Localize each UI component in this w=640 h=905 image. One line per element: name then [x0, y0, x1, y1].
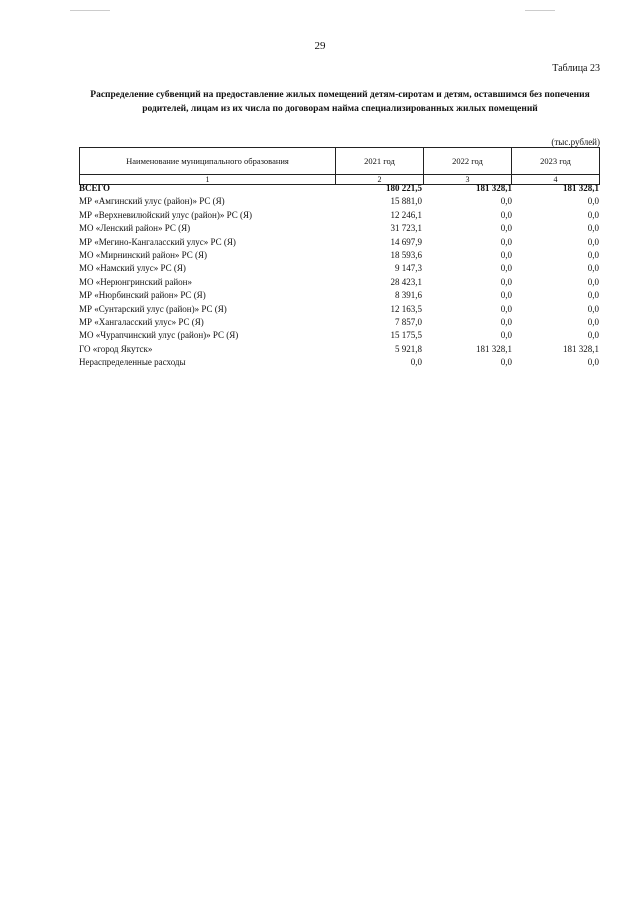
- row-value-2023: 0,0: [587, 263, 599, 274]
- row-name: МР «Нюрбинский район» РС (Я): [79, 290, 206, 301]
- table-row: [79, 262, 604, 275]
- row-name: МР «Хангаласский улус» РС (Я): [79, 316, 204, 327]
- column-number: 3: [424, 175, 512, 185]
- row-value-2023: 0,0: [587, 196, 599, 207]
- row-value-2022: 0,0: [500, 276, 512, 287]
- table-body: [79, 182, 604, 369]
- column-header-2022: 2022 год: [424, 148, 512, 175]
- row-name: ВСЕГО: [79, 183, 111, 193]
- row-name: МР «Амгинский улус (район)» РС (Я): [79, 196, 225, 207]
- row-value-2023: 0,0: [587, 249, 599, 260]
- units-label: (тыс.рублей): [551, 137, 600, 147]
- row-name: МО «Намский улус» РС (Я): [79, 263, 186, 274]
- table-row: [79, 356, 604, 369]
- row-value-2021: 0,0: [410, 357, 422, 368]
- row-value-2021: 180 221,5: [386, 183, 422, 193]
- row-value-2021: 7 857,0: [395, 316, 422, 327]
- row-value-2023: 0,0: [587, 316, 599, 327]
- row-value-2022: 0,0: [500, 303, 512, 314]
- table-row: [79, 236, 604, 249]
- row-value-2023: 181 328,1: [563, 343, 599, 354]
- row-name: МО «Ленский район» РС (Я): [79, 223, 191, 234]
- row-value-2021: 31 723,1: [390, 223, 422, 234]
- row-name: МР «Верхневилюйский улус (район)» РС (Я): [79, 209, 252, 220]
- page-number: 29: [314, 40, 326, 52]
- table-row: [79, 249, 604, 262]
- row-name: МР «Сунтарский улус (район)» РС (Я): [79, 303, 227, 314]
- row-value-2022: 0,0: [500, 236, 512, 247]
- column-header-2023: 2023 год: [512, 148, 600, 175]
- row-value-2022: 181 328,1: [476, 343, 512, 354]
- row-value-2022: 0,0: [500, 316, 512, 327]
- row-name: МО «Мирнинский район» РС (Я): [79, 249, 208, 260]
- row-value-2021: 28 423,1: [390, 276, 422, 287]
- row-value-2023: 0,0: [587, 357, 599, 368]
- row-value-2022: 181 328,1: [476, 183, 512, 193]
- column-number: 2: [336, 175, 424, 185]
- row-value-2023: 0,0: [587, 330, 599, 341]
- table-row: [79, 343, 604, 356]
- row-value-2023: 0,0: [587, 236, 599, 247]
- table-row: [79, 276, 604, 289]
- row-value-2021: 14 697,9: [390, 236, 422, 247]
- row-value-2022: 0,0: [500, 290, 512, 301]
- table-row: [79, 303, 604, 316]
- row-value-2021: 12 246,1: [390, 209, 422, 220]
- table-header: [79, 147, 600, 185]
- column-header-2021: 2021 год: [336, 148, 424, 175]
- row-value-2023: 181 328,1: [563, 183, 599, 193]
- row-value-2023: 0,0: [587, 303, 599, 314]
- table-row: [79, 289, 604, 302]
- row-value-2022: 0,0: [500, 357, 512, 368]
- row-value-2023: 0,0: [587, 276, 599, 287]
- row-value-2021: 9 147,3: [395, 263, 422, 274]
- scan-artifact: [70, 10, 110, 11]
- row-value-2022: 0,0: [500, 263, 512, 274]
- table-row: [79, 222, 604, 235]
- row-name: МО «Чурапчинский улус (район)» РС (Я): [79, 330, 239, 341]
- row-name: Нераспределенные расходы: [79, 357, 186, 368]
- column-number: 4: [512, 175, 600, 185]
- row-value-2023: 0,0: [587, 223, 599, 234]
- row-value-2021: 12 163,5: [390, 303, 422, 314]
- row-value-2021: 8 391,6: [395, 290, 422, 301]
- row-name: МР «Мегино-Кангаласский улус» РС (Я): [79, 236, 236, 247]
- row-value-2022: 0,0: [500, 196, 512, 207]
- row-value-2022: 0,0: [500, 249, 512, 260]
- table-row: [79, 329, 604, 342]
- row-value-2021: 15 881,0: [390, 196, 422, 207]
- row-value-2021: 18 593,6: [390, 249, 422, 260]
- table-row-total: [79, 182, 604, 195]
- scan-artifact: [525, 10, 555, 11]
- table-row: [79, 316, 604, 329]
- row-value-2022: 0,0: [500, 330, 512, 341]
- row-value-2021: 15 175,5: [390, 330, 422, 341]
- column-header-name: Наименование муниципального образования: [80, 148, 336, 175]
- column-number: 1: [80, 175, 336, 185]
- row-value-2022: 0,0: [500, 223, 512, 234]
- row-name: МО «Нерюнгринский район»: [79, 276, 192, 287]
- document-title: Распределение субвенций на предоставление жилых помещений детям-сиротам и детям, оставшимся без попечения родителей, лицам из их числа по договорам найма специализированных жилых помещений: [90, 90, 590, 114]
- table-label: Таблица 23: [552, 63, 600, 74]
- row-value-2023: 0,0: [587, 209, 599, 220]
- row-value-2021: 5 921,8: [395, 343, 422, 354]
- table-row: [79, 209, 604, 222]
- row-value-2023: 0,0: [587, 290, 599, 301]
- row-value-2022: 0,0: [500, 209, 512, 220]
- row-name: ГО «город Якутск»: [79, 343, 153, 354]
- table-row: [79, 195, 604, 208]
